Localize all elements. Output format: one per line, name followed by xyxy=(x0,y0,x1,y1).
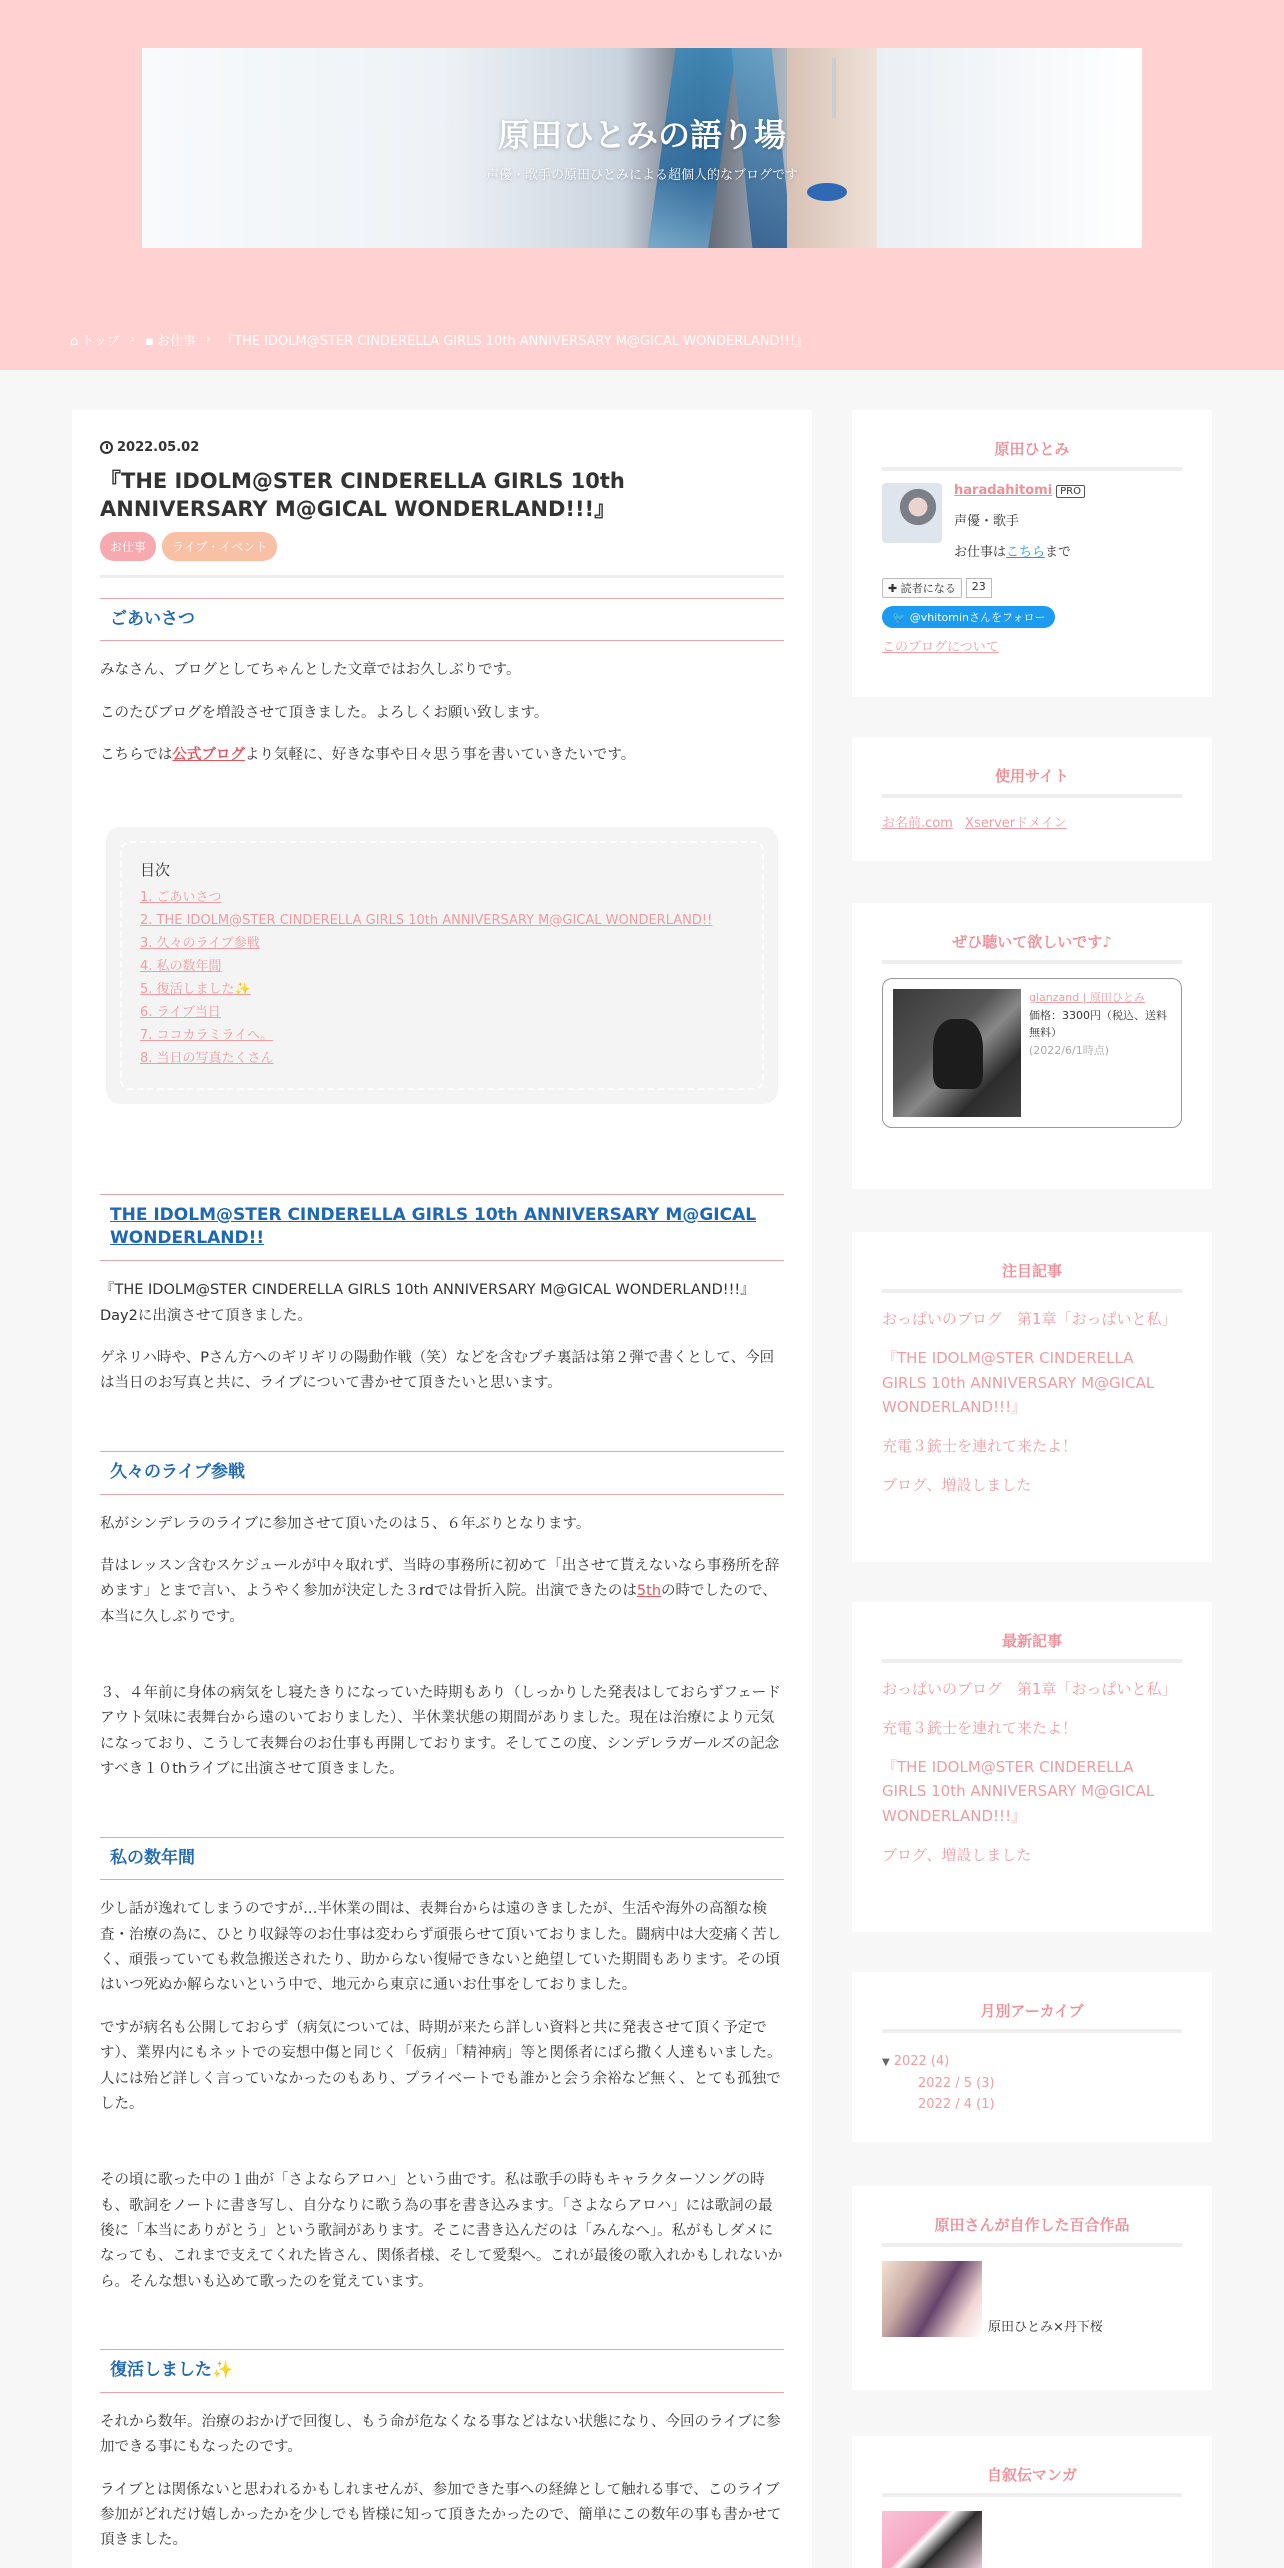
chevron-right-icon: › xyxy=(129,332,136,347)
paragraph: ですが病名も公開しておらず（病気については、時期が来たら詳しい資料と共に発表させて頂く予定です）、業界内にもネットでの妄想中傷と同じく「仮病」「精神病」等と関係者にばら撒く人達もいました。人には殆ど詳しく言っていなかったのもあり、プライベートでも誰かと会う余裕など無く、とても孤独でした。 xyxy=(100,2019,782,2112)
folder-icon: ▪ xyxy=(145,334,154,349)
paragraph: 少し話が逸れてしまうのですが…半休業の間は、表舞台からは遠のきましたが、生活や海外の高額な検査・治療の為に、ひとり収録等のお仕事は変わらず頑張らせて頂いておりました。闘病中は大変痛く苦しく、頑張っていても救急搬送されたり、助からない復帰できないと絶望していた期間もあります。その頃はいつ死ぬか解らないという中で、地元から東京に通いお仕事をしておりました。 xyxy=(100,1901,782,1994)
paragraph: ライブとは関係ないと思われるかもしれませんが、参加できた事への経緯として触れる事で、このライブ参加がどれだけ嬉しかったかを少しでも皆様に知って頂きたかったので、簡単にこの数年の事も書かせて頂きました。 xyxy=(100,2481,782,2549)
paragraph: このたびブログを増設させて頂きました。よろしくお願い致します。 xyxy=(100,704,549,721)
plus-icon: ✚ xyxy=(888,582,901,595)
table-of-contents xyxy=(106,827,778,1104)
product-card[interactable] xyxy=(882,978,1182,1128)
recommend-widget xyxy=(852,903,1212,1189)
article-title: 『THE IDOLM@STER CINDERELLA GIRLS 10th ANNIVERSARY M@GICAL WONDERLAND!!!』 xyxy=(100,469,625,522)
archive-month[interactable]: 2022 / 4 (1) xyxy=(918,2097,995,2112)
yuri-widget xyxy=(852,2186,1212,2390)
heading-revive: 復活しました✨ xyxy=(100,2349,784,2393)
toc-title: 目次 xyxy=(140,860,171,879)
widget-title: 月別アーカイブ xyxy=(882,2000,1182,2033)
twitter-follow-button[interactable]: 🐦 @vhitominさんをフォロー xyxy=(882,606,1055,628)
toc-item: 1. ごあいさつ xyxy=(140,889,222,905)
album-cover[interactable] xyxy=(893,989,1021,1117)
paragraph: ３、４年前に身体の病気をし寝たきりになっていた時期もあり（しっかりした発表はしておらずフェードアウト気味に表舞台から遠のいておりました）、半休業状態の期間がありました。現在は治療により元気になっており、こうして表舞台のお仕事も再開しております。そしてこの度、シンデレラガールズの記念すべき１０thライブに出演させて頂きました。 xyxy=(100,1685,781,1778)
widget-title: ぜひ聴いて欲しいです♪ xyxy=(882,931,1182,964)
featured-item[interactable]: おっぱいのブログ 第1章「おっぱいと私」 xyxy=(882,1310,1177,1328)
breadcrumb-home[interactable]: ⌂ トップ xyxy=(70,334,120,349)
heading-live: 久々のライブ参戦 xyxy=(100,1451,784,1495)
archive-month[interactable]: 2022 / 5 (3) xyxy=(918,2076,995,2091)
widget-title: 自叙伝マンガ xyxy=(882,2464,1182,2497)
product-link[interactable]: glanzand | 原田ひとみ xyxy=(1029,991,1145,1004)
profile-id-link[interactable]: haradahitomi xyxy=(954,483,1053,498)
site-subtitle: 声優・歌手の原田ひとみによる超個人的なブログです xyxy=(485,168,798,183)
pro-badge: PRO xyxy=(1056,485,1085,498)
official-blog-link[interactable]: 公式ブログ xyxy=(172,747,245,764)
latest-item[interactable]: 『THE IDOLM@STER CINDERELLA GIRLS 10th ANNIVERSARY M@GICAL WONDERLAND!!!』 xyxy=(882,1757,1155,1825)
profile-widget xyxy=(852,410,1212,697)
onamae-link[interactable]: お名前.com xyxy=(882,816,953,831)
product-date: (2022/6/1時点) xyxy=(1029,1043,1109,1057)
archive-widget xyxy=(852,1972,1212,2142)
tag-live-event[interactable]: ライブ・イベント xyxy=(162,532,277,561)
archive-year[interactable]: ▼ 2022 (4) xyxy=(882,2054,950,2069)
paragraph: みなさん、ブログとしてちゃんとした文章ではお久しぶりです。 xyxy=(100,662,521,679)
yuri-caption: 原田ひとみ×丹下桜 xyxy=(988,2320,1103,2335)
toc-item: 6. ライブ当日 xyxy=(140,1004,221,1020)
about-blog-link[interactable]: このブログについて xyxy=(882,640,999,655)
breadcrumb-current: 『THE IDOLM@STER CINDERELLA GIRLS 10th ANNIVERSARY M@GICAL WONDERLAND!!!』 xyxy=(221,334,809,349)
toc-item: 8. 当日の写真たくさん xyxy=(140,1050,274,1066)
profile-role: 声優・歌手 xyxy=(954,514,1020,529)
featured-item[interactable]: 『THE IDOLM@STER CINDERELLA GIRLS 10th ANNIVERSARY M@GICAL WONDERLAND!!!』 xyxy=(882,1348,1155,1417)
heading-years: 私の数年間 xyxy=(100,1837,784,1881)
featured-item[interactable]: 充電３銃士を連れて来たよ！ xyxy=(882,1437,1078,1455)
paragraph: 『THE IDOLM@STER CINDERELLA GIRLS 10th ANNIVERSARY M@GICAL WONDERLAND!!!』Day2に出演させて頂きました。 xyxy=(100,1282,755,1324)
subscribe-button[interactable]: ✚ 読者になる xyxy=(882,578,962,598)
toc-item: 5. 復活しました✨ xyxy=(140,981,251,997)
bird-icon: 🐦 xyxy=(892,610,906,624)
product-price: 価格：3300円（税込、送料無料） xyxy=(1029,1008,1167,1040)
latest-item[interactable]: おっぱいのブログ 第1章「おっぱいと私」 xyxy=(882,1680,1177,1698)
manga-widget xyxy=(852,2436,1212,2568)
subscriber-count: 23 xyxy=(966,578,992,598)
paragraph: こちらでは公式ブログより気軽に、好きな事や日々思う事を書いていきたいです。 xyxy=(100,747,636,764)
home-icon: ⌂ xyxy=(70,334,79,349)
latest-widget xyxy=(852,1602,1212,1932)
manga-image[interactable] xyxy=(882,2511,982,2568)
heading-event: THE IDOLM@STER CINDERELLA GIRLS 10th ANNIVERSARY M@GICAL WONDERLAND!! xyxy=(100,1194,784,1262)
paragraph: それから数年。治療のおかげで回復し、もう命が危なくなる事などはない状態になり、今回のライブに参加できる事にもなったのです。 xyxy=(100,2413,781,2456)
avatar[interactable] xyxy=(882,483,942,543)
latest-item[interactable]: 充電３銃士を連れて来たよ！ xyxy=(882,1718,1078,1737)
work-link[interactable]: こちら xyxy=(1006,545,1046,560)
toc-item: 7. ココカラミライへ。 xyxy=(140,1027,274,1043)
sites-widget xyxy=(852,737,1212,861)
post-date: 2022.05.02 xyxy=(100,440,784,455)
clock-icon xyxy=(100,441,113,454)
toc-item: 4. 私の数年間 xyxy=(140,958,222,974)
breadcrumb-category[interactable]: ▪ お仕事 xyxy=(145,334,196,349)
xserver-link[interactable]: Xserverドメイン xyxy=(965,816,1067,831)
paragraph: ゲネリハ時や、Pさん方へのギリギリの陽動作戦（笑）などを含むプチ裏話は第２弾で書くとして、今回は当日のお写真と共に、ライブについて書かせて頂きたいと思います。 xyxy=(100,1349,775,1392)
chevron-right-icon: › xyxy=(205,332,212,347)
paragraph: 昔はレッスン含むスケジュールが中々取れず、当時の事務所に初めて「出させて貰えないなら事務所を辞めます」とまで言い、ようやく参加が決定した３rdでは骨折入院。出演できたのは5thの時でしたので、本当に久しぶりです。 xyxy=(100,1557,780,1625)
article-card xyxy=(72,410,812,2568)
toc-item: 3. 久々のライブ参戦 xyxy=(140,935,260,951)
widget-title: 最新記事 xyxy=(882,1630,1182,1663)
paragraph: その頃に歌った中の１曲が「さよならアロハ」という曲です。私は歌手の時もキャラクターソングの時も、歌詞をノートに書き写し、自分なりに歌う為の事を書き込みます。「さよならアロハ」には歌詞の最後に「本当にありがとう」という歌詞があります。そこに書き込んだのは「みんなへ」。私がもしダメになっても、これまで支えてくれた皆さん、関係者様、そして愛梨へ。これが最後の歌入れかもしれないから。そんな想いも込めて歌ったのを覚えています。 xyxy=(100,2172,783,2290)
latest-item[interactable]: ブログ、増設しました xyxy=(882,1845,1032,1864)
divider xyxy=(100,575,784,578)
widget-title: 原田ひとみ xyxy=(882,438,1182,471)
widget-title: 使用サイト xyxy=(882,765,1182,798)
widget-title: 注目記事 xyxy=(882,1260,1182,1293)
yuri-artwork[interactable] xyxy=(882,2261,982,2337)
paragraph: 私がシンデレラのライブに参加させて頂いたのは５、６年ぶりとなります。 xyxy=(100,1515,591,1532)
site-title[interactable]: 原田ひとみの語り場 xyxy=(497,116,786,154)
heading-greeting: ごあいさつ xyxy=(100,598,784,642)
toc-item: 2. THE IDOLM@STER CINDERELLA GIRLS 10th ANNIVERSARY M@GICAL WONDERLAND!! xyxy=(140,912,713,928)
featured-item[interactable]: ブログ、増設しました xyxy=(882,1475,1032,1494)
tag-work[interactable]: お仕事 xyxy=(100,532,156,561)
featured-widget xyxy=(852,1232,1212,1562)
5th-link[interactable]: 5th xyxy=(636,1583,662,1600)
profile-work: お仕事はこちらまで xyxy=(954,545,1072,560)
category-tags xyxy=(100,532,784,561)
triangle-down-icon: ▼ xyxy=(882,2057,890,2068)
widget-title: 原田さんが自作した百合作品 xyxy=(882,2214,1182,2247)
breadcrumb xyxy=(70,330,808,349)
